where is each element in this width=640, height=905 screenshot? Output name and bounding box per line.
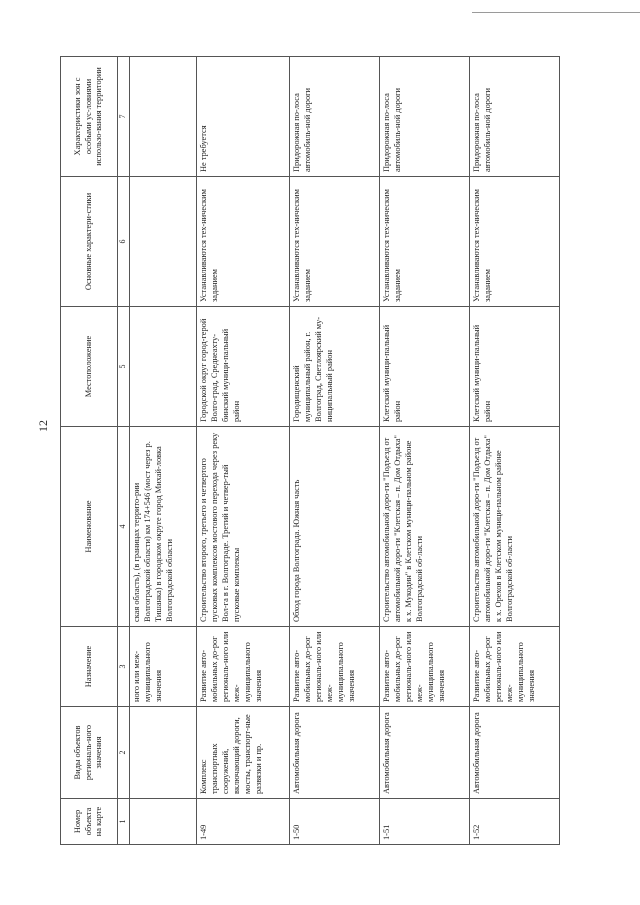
- column-number: 5: [118, 307, 130, 427]
- cell-name: Строительство автомобильной доро-ги "Подъезд от автомобильной доро-ги "Клетская – п. Дом Отдыха" к х. Орехов в Клетском муници-пальном районе Волгоградской об-ласти: [470, 427, 560, 627]
- header-location: Местоположение: [61, 307, 118, 427]
- cell-kind: Автомобильная дорога: [470, 707, 560, 799]
- table-row: [380, 57, 470, 845]
- cell-name: ская область), (в границах террито-рии Волгоградской области) км 174+546 (мост через р. Тишанка) в городском округе город Михай-ловка Волгоградской области: [130, 427, 197, 627]
- column-number-row: [118, 57, 130, 845]
- column-number: 1: [118, 799, 130, 845]
- cell-purpose: Развитие авто-мобильных до-рог региональ-ного или меж-муниципального значения: [470, 627, 560, 707]
- cell-zones: Придорожная по-лоса автомобиль-ной дороги: [470, 57, 560, 177]
- table-row: [130, 57, 197, 845]
- header-characteristics: Основные характери-стики: [61, 177, 118, 307]
- cell-characteristics: Устанавливаются тех-ническим заданием: [197, 177, 290, 307]
- rotated-page-content: [60, 57, 640, 845]
- cell-kind: Автомобильная дорога: [290, 707, 380, 799]
- cell-location: Клетский муници-пальный район: [380, 307, 470, 427]
- cell-number: 1-49: [197, 799, 290, 845]
- column-number: 3: [118, 627, 130, 707]
- cell-purpose: ного или меж-муниципального значения: [130, 627, 197, 707]
- cell-location: Городской округ город-герой Волго-град, Среднеахту-бинский муници-пальный район: [197, 307, 290, 427]
- top-rule: [472, 12, 640, 13]
- cell-name: Обход города Волгограда. Южная часть: [290, 427, 380, 627]
- table-row: [197, 57, 290, 845]
- cell-kind: [130, 707, 197, 799]
- header-name: Наименование: [61, 427, 118, 627]
- cell-purpose: Развитие авто-мобильных до-рог региональ-ного или меж-муниципального значения: [290, 627, 380, 707]
- cell-number: [130, 799, 197, 845]
- cell-location: Городищенский муниципальный район, г. Волгоград, Светлоярский му-ниципальный район: [290, 307, 380, 427]
- cell-characteristics: Устанавливаются тех-ническим заданием: [470, 177, 560, 307]
- cell-characteristics: Устанавливаются тех-ническим заданием: [380, 177, 470, 307]
- cell-purpose: Развитие авто-мобильных до-рог региональ-ного или меж-муниципального значения: [380, 627, 470, 707]
- header-object-kind: Виды объектов региональ-ного значения: [61, 707, 118, 799]
- cell-characteristics: Устанавливаются тех-ническим заданием: [290, 177, 380, 307]
- cell-number: 1-50: [290, 799, 380, 845]
- cell-kind: Автомобильная дорога: [380, 707, 470, 799]
- cell-zones: Придорожная по-лоса автомобиль-ной дороги: [380, 57, 470, 177]
- cell-zones: Не требуется: [197, 57, 290, 177]
- cell-location: Клетский муници-пальный район: [470, 307, 560, 427]
- table-row: [470, 57, 560, 845]
- page-number: 12: [36, 420, 50, 432]
- cell-number: 1-52: [470, 799, 560, 845]
- cell-zones: Придорожная по-лоса автомобиль-ной дороги: [290, 57, 380, 177]
- objects-table: [60, 56, 560, 845]
- cell-characteristics: [130, 177, 197, 307]
- header-row: [61, 57, 118, 845]
- column-number: 6: [118, 177, 130, 307]
- cell-name: Строительство второго, третьего и четвертого пусковых комплексов мостового перехода через реку Вол-га в г. Волгограде. Третий и четвер-тый пусковые комплексы: [197, 427, 290, 627]
- cell-number: 1-51: [380, 799, 470, 845]
- cell-purpose: Развитие авто-мобильных до-рог региональ-ного или меж-муниципального значения: [197, 627, 290, 707]
- cell-kind: Комплекс транспортных сооружений, включающий дороги, мосты, транспорт-ные развязки и пр.: [197, 707, 290, 799]
- header-zones: Характеристики зон с особыми ус-ловиями использо-вания территории: [61, 57, 118, 177]
- column-number: 7: [118, 57, 130, 177]
- column-number: 2: [118, 707, 130, 799]
- cell-name: Строительство автомобильной доро-ги "Подъезд от автомобильной доро-ги "Клетская – п. Дом Отдыха" к х. Мукодин" в Клетском муници-пальном районе Волгоградской об-ласти: [380, 427, 470, 627]
- table-row: [290, 57, 380, 845]
- cell-location: [130, 307, 197, 427]
- cell-zones: [130, 57, 197, 177]
- header-object-number: Номер объекта на карте: [61, 799, 118, 845]
- column-number: 4: [118, 427, 130, 627]
- header-purpose: Назначение: [61, 627, 118, 707]
